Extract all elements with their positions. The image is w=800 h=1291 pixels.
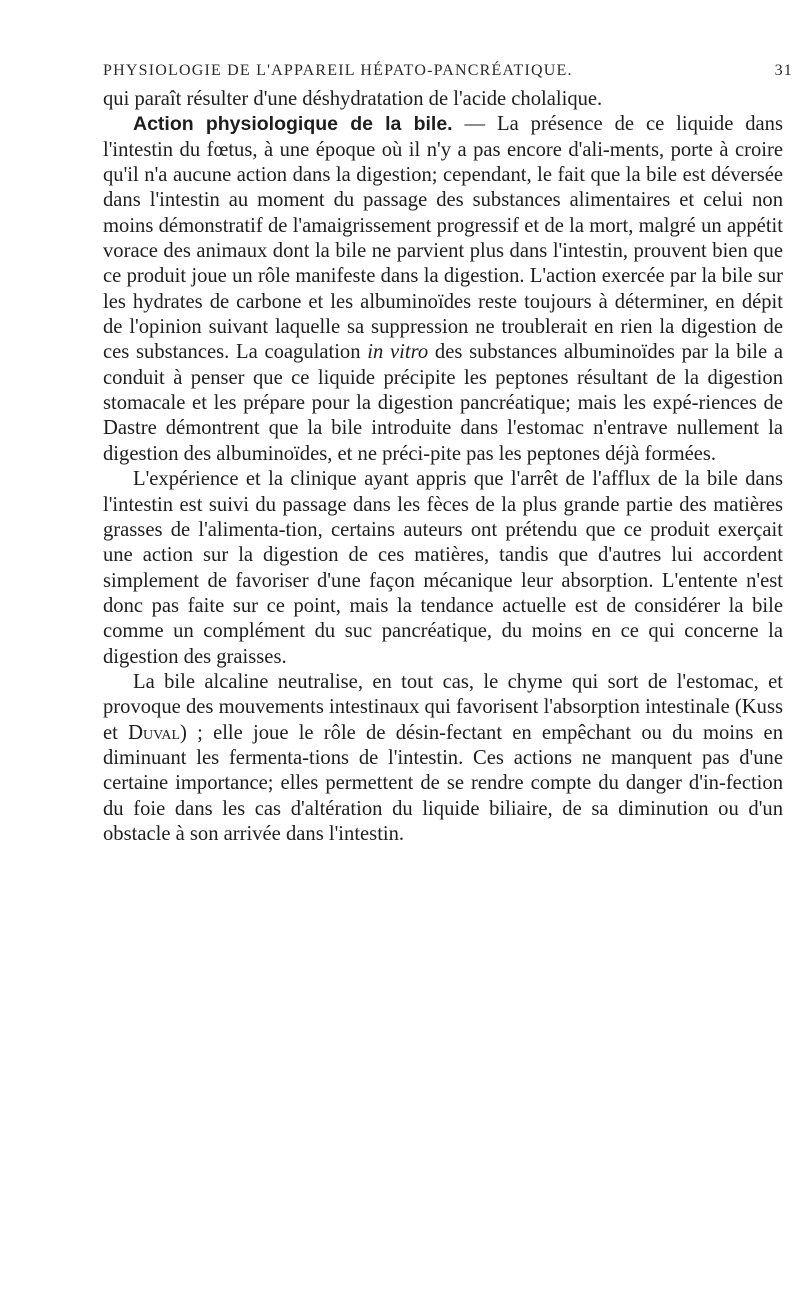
page-number: 31 (774, 62, 793, 79)
paragraph-1 (103, 87, 783, 112)
paragraph-2-text: — La présence de ce liquide dans l'intestin du fœtus, à une époque où il n'y a pas encore d'ali-ments, porte à croire qu'il n'a aucune action dans la digestion; cependant, le fait que la bile est déversée dans l'intestin au moment du passage des substances alimentaires et celui non moins démonstratif de l'amaigrissement progressif et de la mort, malgré un appétit vorace des animaux dont la bile ne parvient plus dans l'intestin, prouvent bien que ce produit joue un rôle manifeste dans la digestion. L'action exercée par la bile sur les hydrates de carbone et les albuminoïdes reste toujours à déterminer, en dépit de l'opinion suivant laquelle sa suppression ne troublerait en rien la digestion de ces substances. La coagulation (103, 113, 783, 364)
paragraph-3-text: L'expérience et la clinique ayant appris que l'arrêt de l'afflux de la bile dans l'intestin est suivi du passage dans les fèces de la plus grande partie des matières grasses de l'alimenta-tion, certains auteurs ont prétendu que ce produit exerçait une action sur la digestion de ces matières, tandis que d'autres lui accordent simplement de favoriser d'une façon mécanique leur absorption. L'entente n'est donc pas faite sur ce point, mais la tendance actuelle est de considérer la bile comme un complément du suc pancréatique, du moins en ce qui concerne la digestion des graisses. (103, 468, 783, 668)
italic-term: in vitro (367, 341, 429, 364)
section-heading: Action physiologique de la bile. (133, 113, 453, 136)
paragraph-1-text: qui paraît résulter d'une déshydratation de l'acide cholalique. (103, 88, 603, 110)
running-head (103, 62, 793, 80)
paragraph-3 (103, 467, 783, 670)
paragraph-2 (103, 112, 783, 467)
body-text (103, 87, 783, 847)
paragraph-4-text: La bile alcaline neutralise, en tout cas, le chyme qui sort de l'estomac, et provoque des mouvements intestinaux qui favorisent l'absorption intestinale (Kuss et (103, 670, 783, 744)
author-name: Duval (128, 721, 181, 744)
paragraph-2-text-cont: des substances albuminoïdes par la bile a conduit à penser que ce liquide précipite les peptones résultant de la digestion stomacale et les prépare pour la digestion pancréatique; mais les expé-riences de Dastre démontrent que la bile introduite dans l'estomac n'entrave nullement la digestion des albuminoïdes, et ne préci-pite pas les peptones déjà formées. (103, 341, 783, 465)
paragraph-4-text-cont: ) ; elle joue le rôle de désin-fectant en empêchant ou du moins en diminuant les fermenta-tions de l'intestin. Ces actions ne manquent pas d'une certaine importance; elles permettent de se rendre compte du danger d'in-fection du foie dans les cas d'altération du liquide biliaire, de sa diminution ou d'un obstacle à son arrivée dans l'intestin. (103, 721, 783, 845)
paragraph-4 (103, 670, 783, 847)
running-title: PHYSIOLOGIE DE L'APPAREIL HÉPATO-PANCRÉATIQUE. (103, 62, 573, 79)
